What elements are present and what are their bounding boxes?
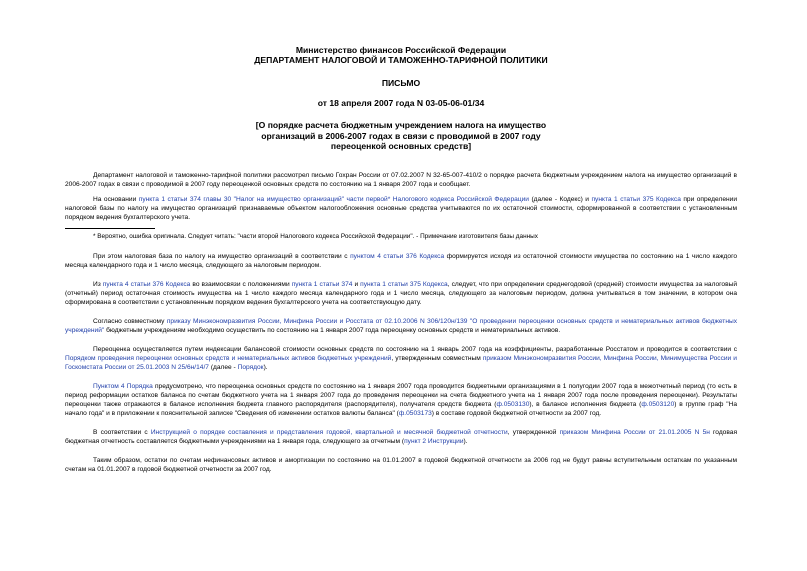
text-span: ). bbox=[463, 437, 468, 445]
paragraph-8 bbox=[65, 428, 737, 446]
subject-line: переоценкой основных средств] bbox=[330, 141, 472, 151]
paragraph-4 bbox=[65, 280, 737, 307]
footnote-divider bbox=[65, 228, 155, 229]
text-span: В соответствии с bbox=[93, 428, 151, 436]
link-article-376[interactable]: пункта 4 статьи 376 Кодекса bbox=[102, 280, 191, 288]
paragraph-6 bbox=[65, 345, 737, 372]
text-span: предусмотрено, что переоценка основных средств по состоянию на 1 января 2007 года проводится бюджетными организациями в 1 полугодии 2007 года в межотчетный период (то есть в период реформации остатков баланса по счетам бюджетного учета на 1 января 2007 года до проведения переоценки на счета бюджетного учета на 1 января 2007 года после проведения переоценки). Результаты переоценки также отражаются в балансе исполнения бюджета главного распорядителя (распорядителя), получателя средств бюджета ( bbox=[65, 382, 738, 408]
link-procedure-item-4[interactable]: Пунктом 4 Порядка bbox=[93, 382, 153, 390]
subject-line: организаций в 2006-2007 годах в связи с проводимой в 2007 году bbox=[261, 130, 541, 141]
text-span: во взаимосвязи с положениями bbox=[190, 280, 292, 288]
link-article-374[interactable]: пункта 1 статьи 374 главы 30 "Налог на имущество организаций" части первой* Налогового кодекса Российской Федерации bbox=[138, 195, 529, 203]
text-span: Согласно совместному bbox=[93, 317, 167, 325]
text-span: При этом налоговая база по налогу на имущество организаций в соответствии с bbox=[93, 252, 351, 260]
text-span: (далее - Кодекс) и bbox=[528, 195, 592, 203]
document-type: ПИСЬМО bbox=[381, 78, 421, 88]
text-span: , утвержденной bbox=[507, 428, 560, 436]
text-span: ) в составе годовой бюджетной отчетности за 2007 год. bbox=[431, 409, 602, 417]
text-span: при определении налоговой базы по налогу на имущество организаций признаваемые объектом налогообложения основные средства учитываются по их остаточной стоимости, сформированной в соответствии с установленным порядком ведения бухгалтерского учета. bbox=[65, 195, 738, 221]
department-name: ДЕПАРТАМЕНТ НАЛОГОВОЙ И ТАМОЖЕННО-ТАРИФНОЙ ПОЛИТИКИ bbox=[254, 55, 548, 65]
document-date-number: от 18 апреля 2007 года N 03-05-06-01/34 bbox=[317, 98, 485, 108]
link-revaluation-procedure[interactable]: Порядком проведения переоценки основных средств и нематериальных активов бюджетных учреждений bbox=[65, 354, 392, 362]
text-span: , утвержденным совместным bbox=[391, 354, 483, 362]
paragraph-3 bbox=[65, 252, 737, 270]
text-span: Переоценка осуществляется путем индексации балансовой стоимости основных средств по состоянию на 1 январь 2007 года на коэффициенты, разработанные Росстатом и проводится в соответствии с bbox=[93, 345, 737, 353]
text-span: ). bbox=[263, 363, 268, 371]
link-order-5n[interactable]: приказом Минфина России от 21.01.2005 N 5н bbox=[559, 428, 710, 436]
link-article-375[interactable]: пункта 1 статьи 375 Кодекса bbox=[360, 280, 448, 288]
paragraph-2 bbox=[65, 195, 737, 222]
paragraph-5 bbox=[65, 317, 737, 335]
paragraph-9: Таким образом, остатки по счетам нефинансовых активов и амортизации по состоянию на 01.01.2007 в годовой бюджетной отчетности за 2006 год не будут равны вступительным остаткам по указанным счетам на 01.01.2007 в годовой бюджетной отчетности за 2007 год. bbox=[65, 456, 737, 473]
link-article-375[interactable]: пункта 1 статьи 375 Кодекса bbox=[591, 195, 681, 203]
text-span: , следует, что при определении среднегодовой (средней) стоимости имущества за налоговый (отчетный) период остаточная стоимость имущества на 1 число каждого месяца календарного года и 1 число месяца, следующего за налоговым периодом, должна учитываться в том значении, в котором она сформирована в соответствии с установленным порядком ведения бухгалтерского учета на соответствующую дату. bbox=[65, 280, 738, 306]
link-instruction-item-2[interactable]: пункт 2 Инструкции bbox=[404, 437, 464, 445]
link-article-376[interactable]: пунктом 4 статьи 376 Кодекса bbox=[350, 252, 445, 260]
link-order-306[interactable]: приказу Минэкономразвития России, Минфина России и Росстата от 02.10.2006 N 306/120н/139 "О проведении переоценки основных средств и нематериальных активов бюджетных учреждений" bbox=[65, 317, 738, 334]
text-span: и bbox=[352, 280, 361, 288]
paragraph-7 bbox=[65, 382, 737, 418]
text-span: На основании bbox=[93, 195, 139, 203]
document-subject bbox=[65, 120, 737, 152]
text-span: годовая бюджетная отчетность составляется бюджетными учреждениями на 1 января года, следующего за отчетным ( bbox=[65, 428, 738, 445]
text-span: (далее - bbox=[208, 363, 238, 371]
link-article-374[interactable]: пункта 1 статьи 374 bbox=[291, 280, 353, 288]
text-span: Из bbox=[93, 280, 103, 288]
ministry-name: Министерство финансов Российской Федерации bbox=[295, 45, 507, 55]
text-span: ), в балансе исполнения бюджета ( bbox=[529, 400, 642, 408]
text-span: бюджетным учреждениям необходимо осуществить по состоянию на 1 января 2007 года переоценку основных средств и нематериальных активов. bbox=[104, 326, 561, 334]
link-form-0503130[interactable]: ф.0503130 bbox=[496, 400, 530, 408]
link-form-0503173[interactable]: ф.0503173 bbox=[398, 409, 432, 417]
link-order-25[interactable]: приказом Минэкономразвития России, Минфина России, Минимущества России и Госкомстата России от 25.01.2003 N 25/6н/14/7 bbox=[65, 354, 737, 371]
subject-line: [О порядке расчета бюджетным учреждением налога на имущество bbox=[255, 120, 547, 130]
link-procedure[interactable]: Порядок bbox=[237, 363, 264, 371]
text-span: формируется исходя из остаточной стоимости имущества по состоянию на 1 число каждого месяца календарного года и 1 число месяца, следующего за налоговым периодом. bbox=[65, 252, 737, 269]
paragraph-1: Департамент налоговой и таможенно-тарифной политики рассмотрел письмо Гохран России от 07.02.2007 N 32-65-007-410/2 о порядке расчета бюджетным учреждением налога на имущество организаций в 2006-2007 годах в связи с проводимой в 2007 году переоценкой основных средств по состоянию на 1 января 2007 года и сообщает. bbox=[65, 171, 737, 188]
text-span: ) в группе граф "На начало года" и в приложении к пояснительной записке "Сведения об изменении остатков валюты баланса" ( bbox=[65, 400, 737, 417]
link-instruction[interactable]: Инструкцией о порядке составления и представления годовой, квартальной и месячной бюджетной отчетности bbox=[150, 428, 508, 436]
footnote: * Вероятно, ошибка оригинала. Следует читать: "части второй Налогового кодекса Российской Федерации". - Примечание изготовителя базы данных bbox=[93, 232, 538, 240]
link-form-0503120[interactable]: ф.0503120 bbox=[641, 400, 675, 408]
